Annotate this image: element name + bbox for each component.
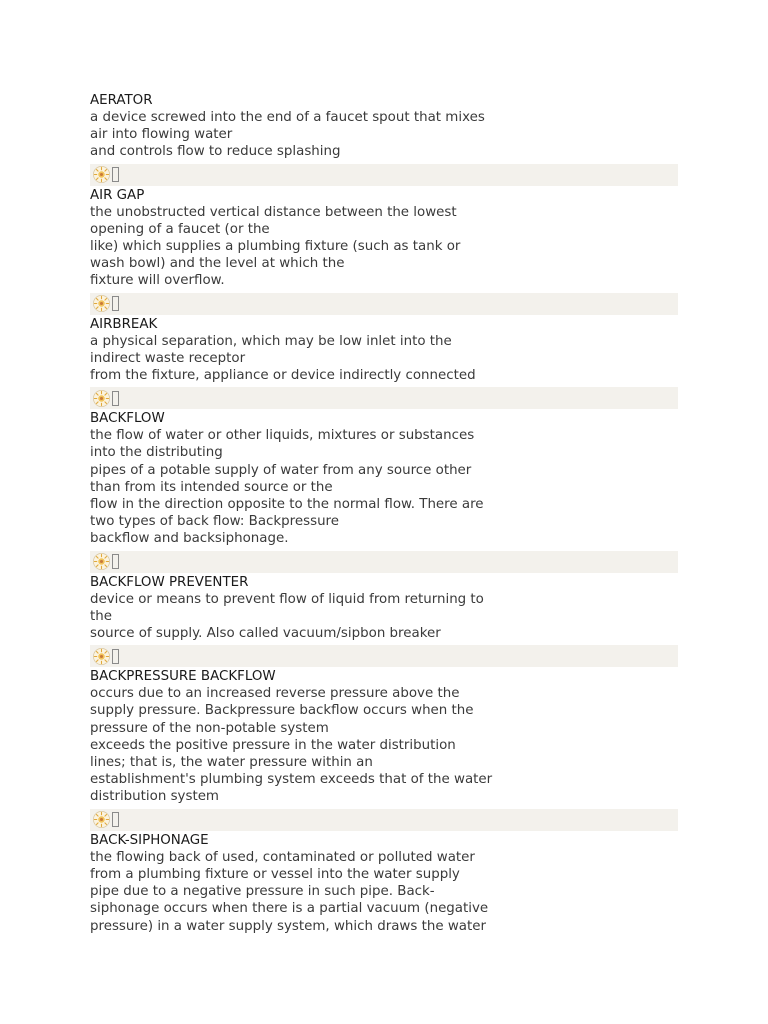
glossary-page — [90, 93, 678, 935]
definition-line: exceeds the positive pressure in the water distribution — [90, 737, 456, 753]
definition-line: fixture will overflow. — [90, 273, 225, 289]
definition-line: a device screwed into the end of a faucet spout that mixes — [90, 110, 485, 125]
glossary-entry — [90, 411, 678, 547]
definition-line: indirect waste receptor — [90, 350, 246, 366]
entry-separator-band — [90, 809, 678, 831]
definition-line: backflow and backsiphonage. — [90, 531, 289, 547]
definition-line: flow in the direction opposite to the normal flow. There are — [90, 497, 484, 513]
glossary-entry — [90, 317, 678, 385]
definition-line: pressure) in a water supply system, which draws the water — [90, 918, 486, 934]
definition-line: source of supply. Also called vacuum/sipbon breaker — [90, 626, 441, 642]
definition-line: and controls flow to reduce splashing — [90, 144, 341, 160]
entry-separator-band — [90, 387, 678, 409]
definition-line: opening of a faucet (or the — [90, 221, 270, 237]
entry-separator-band — [90, 164, 678, 186]
sun-logo-icon — [92, 389, 111, 408]
definition-line: wash bowl) and the level at which the — [90, 256, 345, 272]
missing-glyph-icon — [112, 296, 119, 311]
definition-line: pipes of a potable supply of water from any source other — [90, 462, 472, 478]
definition-line: the unobstructed vertical distance between the lowest — [90, 204, 457, 220]
glossary-definition — [90, 849, 678, 935]
definition-line: distribution system — [90, 789, 219, 805]
missing-glyph-icon — [112, 649, 119, 664]
glossary-entry — [90, 669, 678, 805]
definition-line: air into flowing water — [90, 127, 233, 143]
sun-logo-icon — [92, 810, 111, 829]
missing-glyph-icon — [112, 554, 119, 569]
glossary-entry — [90, 93, 678, 161]
definition-line: device or means to prevent flow of liquid from returning to — [90, 591, 484, 607]
glossary-term: BACKPRESSURE BACKFLOW — [90, 669, 276, 685]
definition-line: two types of back flow: Backpressure — [90, 514, 340, 530]
definition-line: from a plumbing fixture or vessel into the water supply — [90, 866, 460, 882]
glossary-definition — [90, 204, 678, 290]
definition-line: pressure of the non-potable system — [90, 720, 329, 736]
definition-line: siphonage occurs when there is a partial vacuum (negative — [90, 901, 489, 917]
glossary-term: BACKFLOW — [90, 411, 165, 427]
definition-line: establishment's plumbing system exceeds that of the water — [90, 772, 493, 788]
definition-line: than from its intended source or the — [90, 479, 333, 495]
glossary-term: AERATOR — [90, 93, 153, 108]
sun-logo-icon — [92, 647, 111, 666]
definition-line: into the distributing — [90, 445, 223, 461]
definition-line: like) which supplies a plumbing fixture (such as tank or — [90, 239, 461, 255]
definition-line: from the fixture, appliance or device indirectly connected — [90, 368, 476, 384]
glossary-term: AIRBREAK — [90, 316, 158, 332]
missing-glyph-icon — [112, 167, 119, 182]
glossary-definition — [90, 333, 678, 385]
glossary-definition — [90, 685, 678, 805]
definition-line: the flow of water or other liquids, mixtures or substances — [90, 428, 475, 444]
glossary-entry — [90, 833, 678, 935]
entry-separator-band — [90, 293, 678, 315]
glossary-definition — [90, 427, 678, 547]
sun-logo-icon — [92, 294, 111, 313]
definition-line: lines; that is, the water pressure within an — [90, 755, 373, 771]
definition-line: occurs due to an increased reverse pressure above the — [90, 686, 460, 702]
glossary-term: AIR GAP — [90, 187, 145, 203]
glossary-term: BACKFLOW PREVENTER — [90, 574, 249, 590]
definition-line: supply pressure. Backpressure backflow occurs when the — [90, 703, 474, 719]
sun-logo-icon — [92, 552, 111, 571]
glossary-definition — [90, 591, 678, 643]
definition-line: a physical separation, which may be low inlet into the — [90, 333, 452, 349]
entry-separator-band — [90, 551, 678, 573]
missing-glyph-icon — [112, 812, 119, 827]
definition-line: the — [90, 608, 112, 624]
missing-glyph-icon — [112, 391, 119, 406]
glossary-entry — [90, 575, 678, 643]
sun-logo-icon — [92, 165, 111, 184]
glossary-entry — [90, 188, 678, 290]
entry-separator-band — [90, 645, 678, 667]
glossary-definition — [90, 109, 678, 161]
definition-line: the flowing back of used, contaminated or polluted water — [90, 849, 475, 865]
definition-line: pipe due to a negative pressure in such pipe. Back- — [90, 884, 435, 900]
glossary-term: BACK-SIPHONAGE — [90, 832, 209, 848]
